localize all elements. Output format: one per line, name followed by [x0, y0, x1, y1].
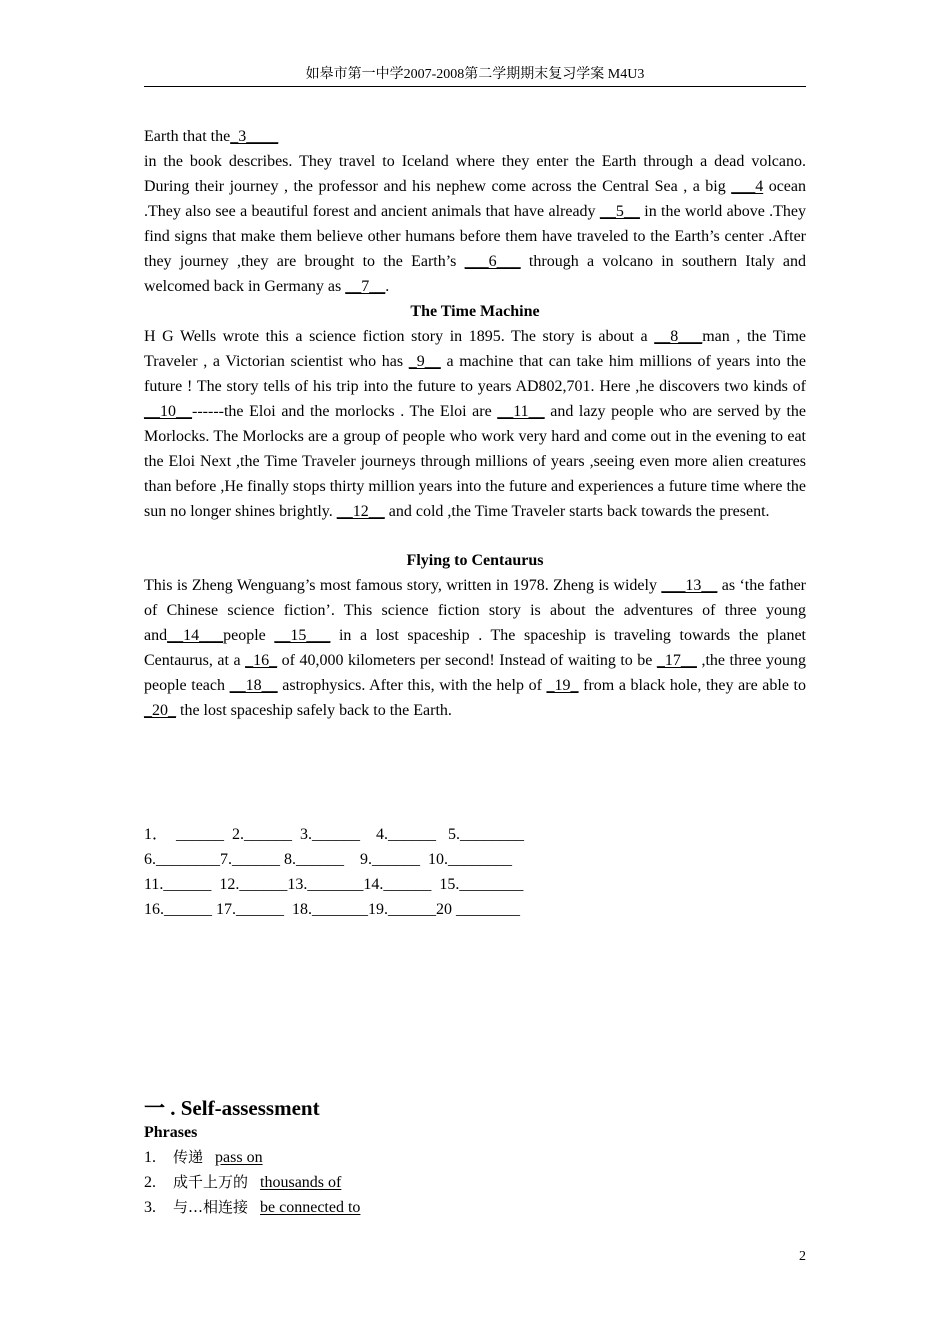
passage-text: and lazy people who are served by the Morlocks. The Morlocks are a group of people who work very hard and come out in the evening to eat the Eloi Next ,the Time Traveler journeys through millions of years ,seeing even more alien creatures than before ,He finally stops thirty million years into the future and experiences a future time where the sun no longer shines brightly. — [144, 403, 806, 520]
answer-blank: _17__ — [656, 652, 697, 669]
passage-text: astrophysics. After this, with the help of — [277, 677, 547, 694]
passage-text: as ‘the father of Chinese science fiction’. This science fiction story is about the adventures of three young and — [144, 577, 807, 644]
answer-blank: __7__ — [345, 278, 386, 295]
passage-centaurus-paragraph — [144, 573, 806, 723]
phrase-number: 2. — [144, 1174, 156, 1191]
passage-text: in the world above .They find signs that make them believe other humans before them have traveled to the Earth’s center .After they journey ,they are brought to the Earth’s — [144, 203, 807, 270]
passage-text: This is Zheng Wenguang’s most famous story, written in 1978. Zheng is widely — [144, 577, 662, 594]
answer-row: 6.________7.______ 8.______ 9.______ 10.________ — [144, 851, 512, 868]
answer-blank: _16_ — [245, 652, 278, 669]
passage-text: in a lost spaceship . The spaceship is traveling towards the planet Centaurus, at a — [144, 627, 806, 669]
passage-text: ,the three young people teach — [144, 652, 807, 694]
answer-blank: __12__ — [336, 503, 385, 520]
answer-blank: _9__ — [408, 353, 441, 370]
phrases-title: Phrases — [144, 1124, 198, 1141]
answer-blank: __18__ — [229, 677, 278, 694]
phrase-english: be connected to — [260, 1199, 361, 1216]
answer-row: 1． ______ 2.______ 3.______ 4.______ 5.________ — [144, 826, 525, 843]
passage-time-machine-paragraph — [144, 324, 806, 524]
page-number: 2 — [799, 1249, 806, 1264]
passage-text: people — [223, 627, 275, 644]
passage-text: in the book describes. They travel to Iceland where they enter the Earth through a dead volcano. During their journey , the professor and his nephew come across the Central Sea , a big — [144, 153, 806, 195]
phrase-item — [144, 1145, 360, 1170]
answer-blank: ___6___ — [464, 253, 521, 270]
passage-text: and cold ,the Time Traveler starts back towards the present. — [384, 503, 770, 520]
answer-row: 16.______ 17.______ 18._______19.______20 ________ — [144, 901, 520, 918]
phrase-chinese: 传递 — [173, 1148, 204, 1166]
passage-text: . — [385, 278, 390, 295]
section-title: 一 . Self-assessment — [144, 1096, 320, 1120]
passage-text: Earth that the — [144, 128, 231, 145]
answer-blank: __15___ — [274, 627, 331, 644]
passage-text: ------the Eloi and the morlocks . The Eloi are — [192, 403, 498, 420]
phrase-english: pass on — [215, 1149, 263, 1166]
passage-text: a machine that can take him millions of years into the future ! The story tells of his trip into the future to years AD802,701. Here ,he discovers two kinds of — [144, 353, 806, 395]
answer-blank: __8___ — [654, 328, 703, 345]
phrase-english: thousands of — [260, 1174, 342, 1191]
passage-journey-paragraph — [144, 124, 806, 299]
passage-text: from a black hole, they are able to — [578, 677, 806, 694]
answer-blank: __11__ — [497, 403, 545, 420]
phrase-item — [144, 1170, 360, 1195]
phrase-list — [144, 1145, 360, 1220]
phrase-number: 1. — [144, 1149, 156, 1166]
passage-text: man , the Time Traveler , a Victorian scientist who has — [144, 328, 806, 370]
answer-blank: _20_ — [144, 702, 176, 719]
page-header: 如皋市第一中学2007-2008第二学期期末复习学案 M4U3 — [144, 66, 806, 87]
answer-blank: __5__ — [599, 203, 640, 220]
phrase-number: 3. — [144, 1199, 156, 1216]
answer-blank: __10__ — [144, 403, 192, 420]
passage-text: the lost spaceship safely back to the Earth. — [176, 702, 452, 719]
answer-row: 11.______ 12.______13._______14.______ 15.________ — [144, 876, 524, 893]
answer-blank: ___4 — [731, 178, 764, 195]
answer-blank: __14___ — [167, 627, 224, 644]
passage-text: H G Wells wrote this a science fiction story in 1895. The story is about a — [144, 328, 655, 345]
passage-text: of 40,000 kilometers per second! Instead of waiting to be — [277, 652, 657, 669]
answer-blank: _3____ — [230, 128, 279, 145]
answer-sheet — [144, 822, 524, 922]
answer-blank: ___13__ — [661, 577, 718, 594]
passage-text: ocean .They also see a beautiful forest and ancient animals that have already — [144, 178, 807, 220]
phrase-chinese: 与…相连接 — [173, 1198, 249, 1216]
phrase-chinese: 成千上万的 — [173, 1173, 249, 1191]
heading-flying-to-centaurus: Flying to Centaurus — [406, 552, 544, 569]
answer-blank: _19_ — [546, 677, 579, 694]
heading-time-machine: The Time Machine — [410, 303, 540, 320]
phrase-item — [144, 1195, 360, 1220]
passage-text: through a volcano in southern Italy and welcomed back in Germany as — [144, 253, 806, 295]
